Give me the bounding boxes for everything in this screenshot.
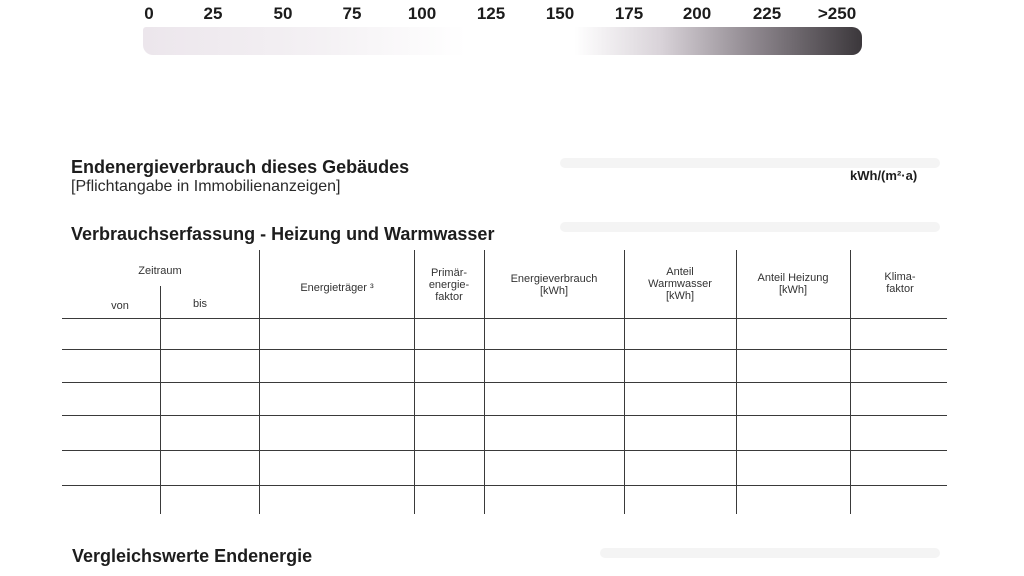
cell-klimafaktor[interactable] (852, 452, 945, 483)
cell-klimafaktor[interactable] (852, 384, 945, 413)
table-divider (414, 250, 415, 514)
scale-tick: 100 (407, 4, 437, 23)
cell-von[interactable] (64, 417, 158, 448)
endenergie-title: Endenergieverbrauch dieses Gebäudes (71, 157, 410, 177)
cell-primaerenergiefaktor[interactable] (416, 452, 482, 483)
cell-bis[interactable] (162, 351, 257, 380)
table-rule (62, 318, 947, 319)
table-rule (62, 485, 947, 486)
cell-energietraeger[interactable] (261, 417, 412, 448)
scale-tick: >250 (817, 4, 857, 23)
cell-von[interactable] (64, 452, 158, 483)
cell-anteil-heizung[interactable] (738, 417, 848, 448)
cell-energietraeger[interactable] (261, 487, 412, 512)
table-rule (62, 382, 947, 383)
cell-von[interactable] (64, 320, 158, 347)
cell-primaerenergiefaktor[interactable] (416, 351, 482, 380)
cell-primaerenergiefaktor[interactable] (416, 320, 482, 347)
cell-energieverbrauch[interactable] (486, 384, 622, 413)
header-anteil-warmwasser: Anteil Warmwasser [kWh] (648, 266, 712, 302)
cell-energieverbrauch[interactable] (486, 452, 622, 483)
header-energieverbrauch: Energieverbrauch [kWh] (510, 273, 598, 297)
endenergie-subtitle: [Pflichtangabe in Immobilienanzeigen] (71, 178, 341, 195)
cell-energieverbrauch[interactable] (486, 487, 622, 512)
header-primaerenergiefaktor: Primär- energie- faktor (428, 267, 470, 303)
header-anteil-heizung: Anteil Heizung [kWh] (757, 272, 829, 296)
cell-klimafaktor[interactable] (852, 417, 945, 448)
table-divider (736, 250, 737, 514)
header-bis: bis (192, 298, 208, 310)
header-klimafaktor: Klima- faktor (884, 271, 916, 295)
cell-bis[interactable] (162, 320, 257, 347)
table-rule (62, 415, 947, 416)
scan-artifact (560, 158, 940, 168)
header-zeitraum: Zeitraum (138, 265, 182, 277)
cell-energietraeger[interactable] (261, 384, 412, 413)
verbrauch-title: Verbrauchserfassung - Heizung und Warmwasser (71, 224, 495, 244)
cell-klimafaktor[interactable] (852, 351, 945, 380)
cell-bis[interactable] (162, 384, 257, 413)
cell-von[interactable] (64, 384, 158, 413)
cell-anteil-warmwasser[interactable] (626, 351, 734, 380)
vergleich-title: Vergleichswerte Endenergie (72, 546, 313, 566)
cell-anteil-heizung[interactable] (738, 351, 848, 380)
scan-artifact (600, 548, 940, 558)
cell-energieverbrauch[interactable] (486, 351, 622, 380)
table-divider (624, 250, 625, 514)
cell-energieverbrauch[interactable] (486, 417, 622, 448)
table-divider (160, 286, 161, 514)
header-energietraeger: Energieträger ³ (300, 282, 374, 294)
scale-labels (0, 4, 1024, 26)
scale-tick: 125 (476, 4, 506, 23)
table-divider (850, 250, 851, 514)
cell-anteil-heizung[interactable] (738, 487, 848, 512)
energy-scale-bar (143, 27, 862, 55)
cell-anteil-warmwasser[interactable] (626, 384, 734, 413)
scan-artifact (560, 222, 940, 232)
cell-anteil-heizung[interactable] (738, 320, 848, 347)
scale-tick: 175 (614, 4, 644, 23)
scale-tick: 0 (144, 4, 154, 23)
cell-bis[interactable] (162, 417, 257, 448)
cell-von[interactable] (64, 351, 158, 380)
table-rule (62, 349, 947, 350)
cell-bis[interactable] (162, 452, 257, 483)
scale-tick: 150 (545, 4, 575, 23)
table-divider (484, 250, 485, 514)
cell-anteil-warmwasser[interactable] (626, 417, 734, 448)
cell-bis[interactable] (162, 487, 257, 512)
cell-von[interactable] (64, 487, 158, 512)
scale-tick: 200 (682, 4, 712, 23)
cell-primaerenergiefaktor[interactable] (416, 417, 482, 448)
cell-energietraeger[interactable] (261, 351, 412, 380)
scale-tick: 225 (752, 4, 782, 23)
cell-energietraeger[interactable] (261, 452, 412, 483)
cell-primaerenergiefaktor[interactable] (416, 487, 482, 512)
cell-klimafaktor[interactable] (852, 487, 945, 512)
cell-energieverbrauch[interactable] (486, 320, 622, 347)
cell-anteil-warmwasser[interactable] (626, 320, 734, 347)
scale-tick: 25 (203, 4, 223, 23)
cell-anteil-warmwasser[interactable] (626, 452, 734, 483)
cell-klimafaktor[interactable] (852, 320, 945, 347)
cell-anteil-heizung[interactable] (738, 384, 848, 413)
cell-anteil-warmwasser[interactable] (626, 487, 734, 512)
table-divider (259, 250, 260, 514)
cell-primaerenergiefaktor[interactable] (416, 384, 482, 413)
header-von: von (111, 300, 129, 312)
endenergie-unit: kWh/(m²·a) (850, 168, 918, 183)
table-rule (62, 450, 947, 451)
cell-energietraeger[interactable] (261, 320, 412, 347)
scale-tick: 75 (342, 4, 362, 23)
scale-tick: 50 (273, 4, 293, 23)
cell-anteil-heizung[interactable] (738, 452, 848, 483)
